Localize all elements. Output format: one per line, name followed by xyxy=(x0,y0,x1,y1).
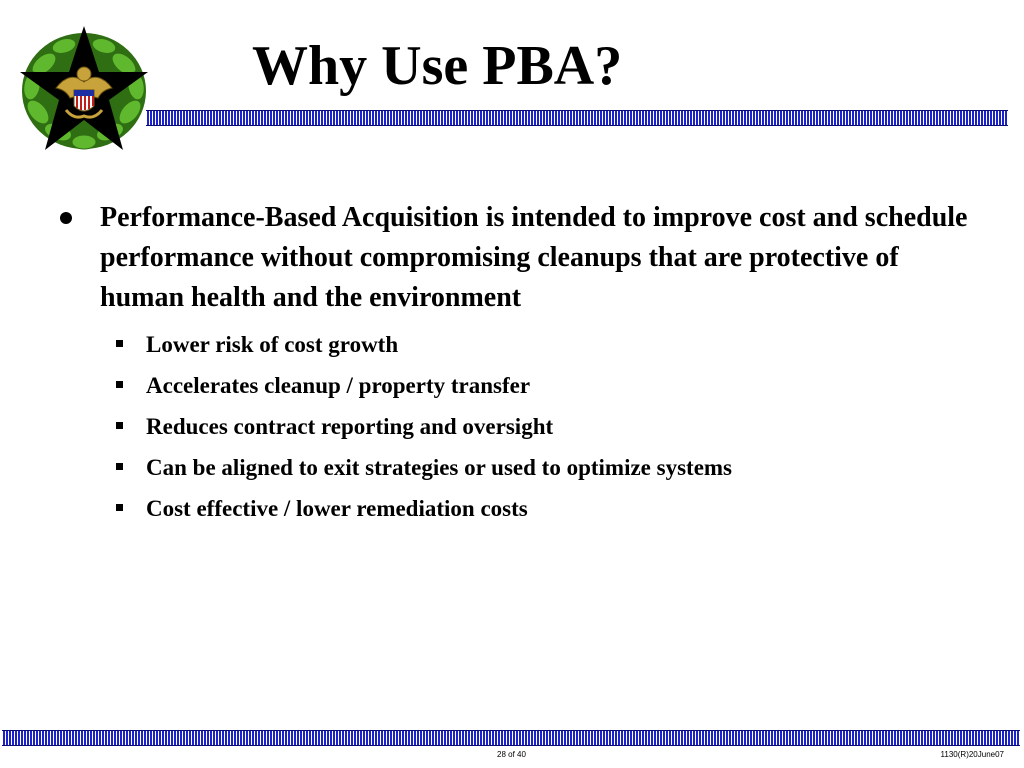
footer-rule xyxy=(2,730,1020,746)
main-bullet-text: Performance-Based Acquisition is intended to improve cost and schedule performance without compromising cleanups that are protective of human health and the environment xyxy=(100,202,968,313)
header-rule xyxy=(146,110,1008,126)
square-bullet-icon xyxy=(116,381,123,388)
sub-bullet-list xyxy=(60,324,980,529)
main-bullet xyxy=(60,198,980,318)
sub-bullet-text: Lower risk of cost growth xyxy=(146,332,399,357)
sub-bullet-text: Reduces contract reporting and oversight xyxy=(146,414,554,439)
slide-title: Why Use PBA? xyxy=(252,35,623,97)
square-bullet-icon xyxy=(116,340,123,347)
sub-bullet-text: Accelerates cleanup / property transfer xyxy=(146,373,531,398)
document-id: 1130(R)20June07 xyxy=(940,750,1004,759)
sub-bullet-item xyxy=(60,488,980,529)
square-bullet-icon xyxy=(116,422,123,429)
army-star-eagle-emblem-icon xyxy=(14,24,154,158)
sub-bullet-item xyxy=(60,406,980,447)
square-bullet-icon xyxy=(116,463,123,470)
sub-bullet-item xyxy=(60,447,980,488)
square-bullet-icon xyxy=(116,504,123,511)
slide-body xyxy=(60,198,980,529)
bullet-dot-icon xyxy=(60,212,72,224)
page-indicator: 28 of 40 xyxy=(497,750,526,759)
sub-bullet-item xyxy=(60,365,980,406)
sub-bullet-text: Can be aligned to exit strategies or used to optimize systems xyxy=(146,455,733,480)
sub-bullet-item xyxy=(60,324,980,365)
sub-bullet-text: Cost effective / lower remediation costs xyxy=(146,496,528,521)
